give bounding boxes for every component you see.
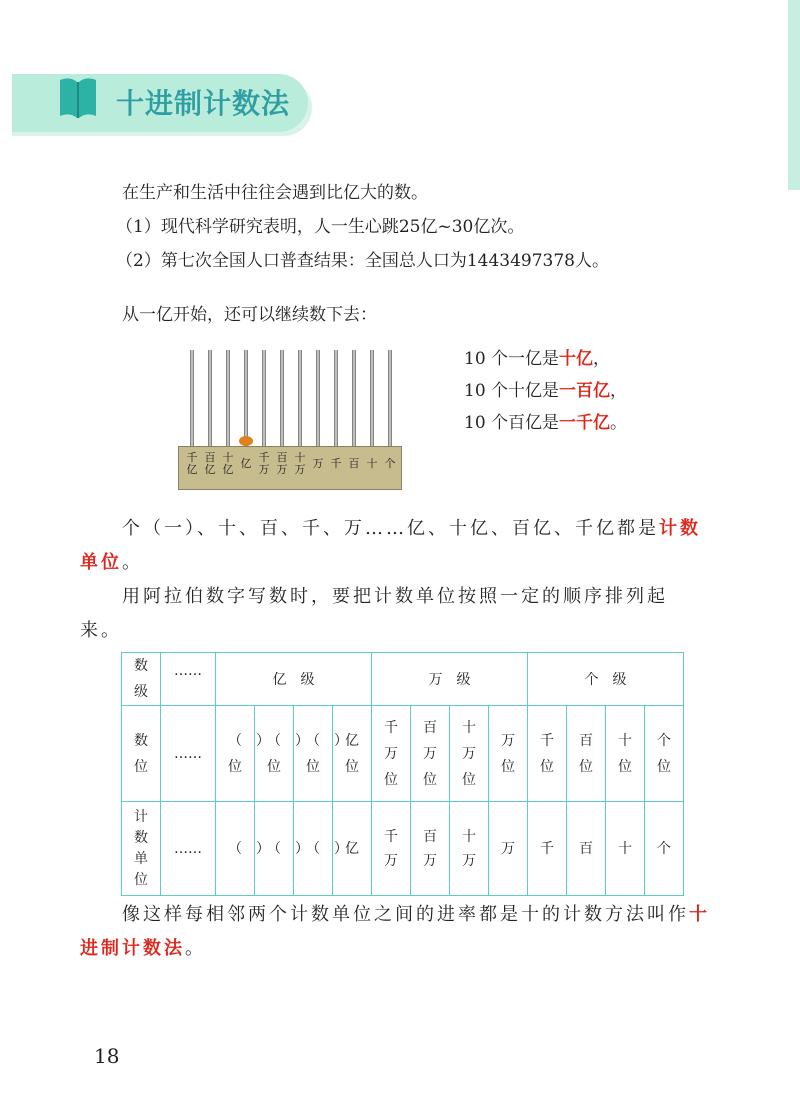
fact-highlight: 一百亿 <box>559 381 611 401</box>
unit-cell <box>528 802 567 896</box>
level-wan: 万 级 <box>372 653 528 706</box>
unit-text: 万 <box>501 840 515 857</box>
row-header-text: 数位 <box>134 732 148 775</box>
conclusion-punct: 。 <box>185 938 206 959</box>
fact-highlight: 一千亿 <box>559 413 611 433</box>
units-punct: 。 <box>122 552 143 573</box>
unit-text: 个 <box>657 840 671 857</box>
row-header-unit <box>122 802 161 896</box>
position-cell <box>528 706 567 802</box>
unit-text: （ ） <box>306 840 348 857</box>
intro-line-1: 在生产和生活中往往会遇到比亿大的数。 <box>122 183 428 203</box>
position-cell <box>216 706 270 802</box>
units-text: 个（一）、十、百、千、万……亿、十亿、百亿、千亿都是 <box>122 518 659 539</box>
unit-text: 亿 <box>345 840 359 857</box>
abacus-rod <box>388 350 392 450</box>
book-icon <box>58 74 98 120</box>
position-text: 亿位 <box>345 732 359 775</box>
abacus-label: 百亿 <box>204 451 216 476</box>
abacus-rod <box>370 350 374 450</box>
unit-cell <box>411 802 450 896</box>
unit-text: 千 <box>540 840 554 857</box>
position-text: （ ）位 <box>267 732 309 775</box>
row-header-text: 数级 <box>134 658 148 700</box>
unit-cell <box>450 802 489 896</box>
unit-text: （ ） <box>228 840 270 857</box>
ellipsis-cell: …… <box>161 706 216 802</box>
fact-punct: ， <box>610 381 628 401</box>
level-row <box>122 653 684 706</box>
abacus-label: 百 <box>348 457 360 470</box>
fact-highlight: 十亿 <box>559 349 594 369</box>
abacus-rod <box>334 350 338 450</box>
level-yi: 亿 级 <box>216 653 372 706</box>
fact-line <box>464 376 627 401</box>
intro-line-2: （1）现代科学研究表明，人一生心跳25亿~30亿次。 <box>116 217 525 237</box>
fact-line <box>464 408 627 433</box>
row-header-level <box>122 653 161 706</box>
unit-cell <box>567 802 606 896</box>
level-ge: 个 级 <box>528 653 684 706</box>
position-cell <box>294 706 348 802</box>
units-highlight: 计数单位 <box>80 518 701 573</box>
position-cell <box>411 706 450 802</box>
unit-cell <box>216 802 270 896</box>
row-header-position <box>122 706 161 802</box>
unit-text: 千万 <box>384 828 398 869</box>
fact-punct: ， <box>593 349 611 369</box>
abacus-bead <box>239 436 253 446</box>
unit-cell <box>645 802 684 896</box>
position-cell <box>450 706 489 802</box>
abacus-rod <box>226 350 230 450</box>
intro-line-4: 从一亿开始，还可以继续数下去： <box>122 305 377 325</box>
abacus-label: 十万 <box>294 451 306 476</box>
abacus-label: 千亿 <box>186 451 198 476</box>
abacus-rod <box>262 350 266 450</box>
position-text: （ ）位 <box>306 732 348 775</box>
unit-row <box>122 802 684 896</box>
abacus-rod <box>280 350 284 450</box>
intro-line-3: （2）第七次全国人口普查结果：全国总人口为1443497378人。 <box>116 251 609 271</box>
fact-text: 10 个十亿是 <box>464 381 560 401</box>
position-cell <box>567 706 606 802</box>
position-text: 十万位 <box>462 719 476 788</box>
fact-text: 10 个一亿是 <box>464 349 560 369</box>
abacus-label: 十亿 <box>222 451 234 476</box>
row-header-text: 计数单位 <box>134 808 148 888</box>
order-paragraph: 用阿拉伯数字写数时，要把计数单位按照一定的顺序排列起来。 <box>80 586 668 641</box>
units-paragraph <box>80 512 710 580</box>
unit-text: 百 <box>579 840 593 857</box>
position-text: 万位 <box>501 732 515 775</box>
conclusion-paragraph <box>80 898 710 966</box>
right-edge-strip <box>788 0 800 190</box>
position-row <box>122 706 684 802</box>
position-text: 千万位 <box>384 719 398 788</box>
fact-punct: 。 <box>610 413 628 433</box>
unit-text: （ ） <box>267 840 309 857</box>
position-text: 百万位 <box>423 719 437 788</box>
ellipsis-cell: …… <box>161 653 216 706</box>
abacus-label: 万 <box>312 457 324 470</box>
abacus-rod <box>316 350 320 450</box>
fact-line <box>464 344 610 369</box>
abacus-rod <box>298 350 302 450</box>
position-cell <box>645 706 684 802</box>
abacus-rod <box>190 350 194 450</box>
abacus-label: 千万 <box>258 451 270 476</box>
abacus-rod <box>352 350 356 450</box>
unit-text: 百万 <box>423 828 437 869</box>
position-text: 百位 <box>579 732 593 775</box>
position-cell <box>606 706 645 802</box>
abacus-label: 千 <box>330 457 342 470</box>
position-text: 个位 <box>657 732 671 775</box>
conclusion-highlight: 十进制计数法 <box>80 904 710 959</box>
page-title: 十进制计数法 <box>116 87 291 120</box>
position-cell <box>372 706 411 802</box>
abacus-rod <box>208 350 212 450</box>
abacus-label: 个 <box>384 457 396 470</box>
abacus-label: 百万 <box>276 451 288 476</box>
position-cell <box>333 706 372 802</box>
position-text: 十位 <box>618 732 632 775</box>
place-value-table <box>121 652 684 896</box>
abacus-label: 亿 <box>240 457 252 470</box>
unit-cell <box>606 802 645 896</box>
ellipsis-cell: …… <box>161 802 216 896</box>
position-cell <box>255 706 309 802</box>
position-text: 千位 <box>540 732 554 775</box>
unit-text: 十 <box>618 840 632 857</box>
page-number: 18 <box>94 1044 120 1068</box>
position-cell <box>489 706 528 802</box>
unit-text: 十万 <box>462 828 476 869</box>
position-text: （ ）位 <box>228 732 270 775</box>
abacus-label: 十 <box>366 457 378 470</box>
unit-cell <box>372 802 411 896</box>
fact-text: 10 个百亿是 <box>464 413 560 433</box>
abacus-rod <box>244 350 248 450</box>
conclusion-text: 像这样每相邻两个计数单位之间的进率都是十的计数方法叫作 <box>122 904 689 925</box>
unit-cell <box>489 802 528 896</box>
